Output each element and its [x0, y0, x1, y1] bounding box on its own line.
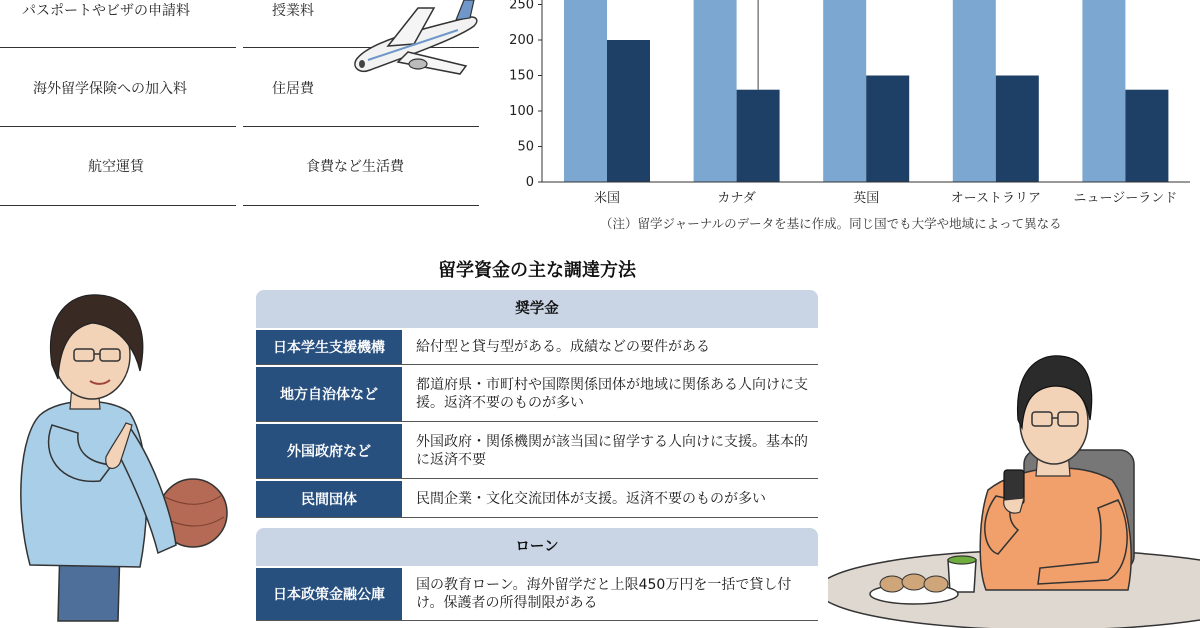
bar	[607, 40, 650, 182]
divider	[0, 205, 236, 206]
table-row	[256, 568, 818, 621]
divider	[0, 47, 236, 48]
row-desc: 外国政府・関係機関が該当国に留学する人向けに支援。基本的に返済不要	[402, 424, 818, 478]
y-tick-label: 50	[517, 139, 534, 155]
row-label: 日本政策金融公庫	[256, 568, 402, 620]
y-tick-label: 100	[509, 104, 534, 119]
bar	[694, 0, 737, 182]
loan-header: ローン	[256, 528, 818, 566]
loan-table	[256, 528, 818, 621]
row-desc: 国の教育ローン。海外留学だと上限450万円を一括で貸し付け。保護者の所得制限がある	[402, 568, 818, 620]
cost-item: 海外留学保険への加入料	[33, 81, 187, 97]
bar	[953, 0, 996, 182]
divider	[243, 205, 479, 206]
bar	[996, 76, 1039, 183]
woman-illustration	[0, 285, 230, 625]
x-tick-label: カナダ	[717, 191, 756, 206]
funding-title: 留学資金の主な調達方法	[438, 260, 636, 281]
y-tick-label: 250	[509, 0, 534, 13]
cost-list	[0, 0, 482, 210]
airplane-icon	[348, 0, 482, 78]
bar	[866, 76, 909, 183]
y-tick-label: 150	[509, 68, 534, 84]
chart-note: （注）留学ジャーナルのデータを基に作成。同じ国でも大学や地域によって異なる	[600, 216, 1062, 231]
x-tick-label: 英国	[853, 191, 880, 206]
row-desc: 民間企業・文化交流団体が支援。返済不要のものが多い	[402, 481, 818, 517]
row-label: 民間団体	[256, 481, 402, 517]
cost-item: パスポートやビザの申請料	[22, 3, 190, 19]
table-row	[256, 367, 818, 422]
cost-bar-chart	[500, 0, 1200, 240]
row-label: 外国政府など	[256, 424, 402, 478]
x-tick-label: ニュージーランド	[1073, 191, 1178, 206]
row-label: 地方自治体など	[256, 367, 402, 421]
y-tick-label: 200	[509, 33, 534, 48]
cost-item: 航空運賃	[88, 159, 144, 175]
scholarship-table	[256, 290, 818, 518]
bar	[564, 0, 607, 182]
chart-canvas	[500, 0, 1200, 210]
table-row	[256, 481, 818, 518]
x-tick-label: 米国	[593, 191, 621, 206]
bar	[823, 0, 866, 182]
row-desc: 都道府県・市町村や国際関係団体が地域に関係ある人向けに支援。返済不要のものが多い	[402, 367, 818, 421]
row-label: 日本学生支援機構	[256, 330, 402, 364]
bar	[737, 90, 780, 182]
x-tick-label: オーストラリア	[950, 191, 1041, 206]
man-illustration	[828, 340, 1200, 628]
scholarship-header: 奨学金	[256, 290, 818, 328]
cost-item: 授業料	[272, 3, 314, 19]
divider	[243, 126, 479, 127]
bar	[1082, 0, 1125, 182]
table-row	[256, 330, 818, 365]
cost-item: 食費など生活費	[306, 159, 404, 175]
divider	[0, 126, 236, 127]
row-desc: 給付型と貸与型がある。成績などの要件がある	[402, 330, 818, 364]
table-row	[256, 424, 818, 479]
y-tick-label: 0	[525, 175, 534, 190]
bar	[1125, 90, 1168, 182]
cost-item: 住居費	[272, 81, 314, 97]
